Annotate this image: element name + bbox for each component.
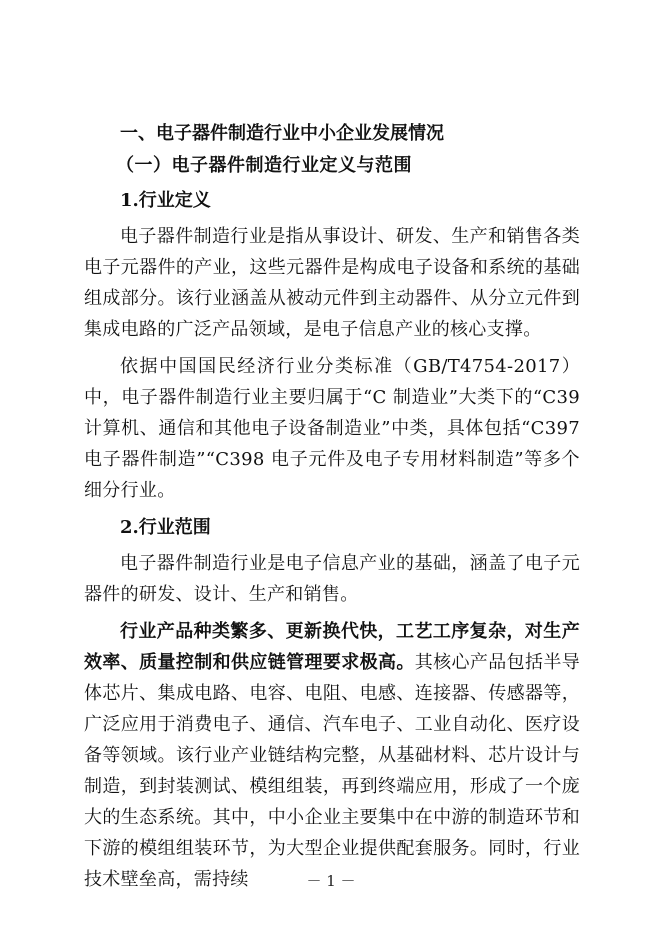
paragraph-scope-2: [84, 616, 580, 895]
subsection-title: （一）电子器件制造行业定义与范围: [116, 155, 412, 176]
paragraph-scope-2-body: 其核心产品包括半导体芯片、集成电路、电容、电阻、电感、连接器、传感器等，广泛应用于消费电子、通信、汽车电子、工业自动化、医疗设备等领域。该行业产业链结构完整，从基础材料、芯片设计与制造，到封装测试、模组组装，再到终端应用，形成了一个庞大的生态系统。其中，中小企业主要集中在中游的制造环节和下游的模组组装环节，为大型企业提供配套服务。同时，行业技术壁垒高，需持续: [84, 652, 580, 890]
heading-definition: 1.行业定义: [120, 190, 211, 211]
paragraph-scope-2-bold-lead: 行业产品种类繁多、更新换代快，工艺工序复杂，对生产效率、质量控制和供应链管理要求极高。: [84, 621, 580, 673]
paragraph-definition-2: 依据中国国民经济行业分类标准（GB/T4754-2017）中，电子器件制造行业主要归属于“C 制造业”大类下的“C39 计算机、通信和其他电子设备制造业”中类，具体包括“C397 电子器件制造”“C398 电子元件及电子专用材料制造”等多个细分行业。: [84, 356, 580, 501]
heading-scope: 2.行业范围: [120, 517, 211, 538]
paragraph-scope-1: 电子器件制造行业是电子信息产业的基础，涵盖了电子元器件的研发、设计、生产和销售。: [84, 553, 580, 605]
section-title: 一、电子器件制造行业中小企业发展情况: [120, 123, 444, 144]
paragraph-definition-1: 电子器件制造行业是指从事设计、研发、生产和销售各类电子元器件的产业，这些元器件是构成电子设备和系统的基础组成部分。该行业涵盖从被动元件到主动器件、从分立元件到集成电路的广泛产品领域，是电子信息产业的核心支撑。: [84, 226, 580, 340]
page-number: － 1 －: [306, 872, 356, 890]
document-body: [84, 118, 580, 901]
